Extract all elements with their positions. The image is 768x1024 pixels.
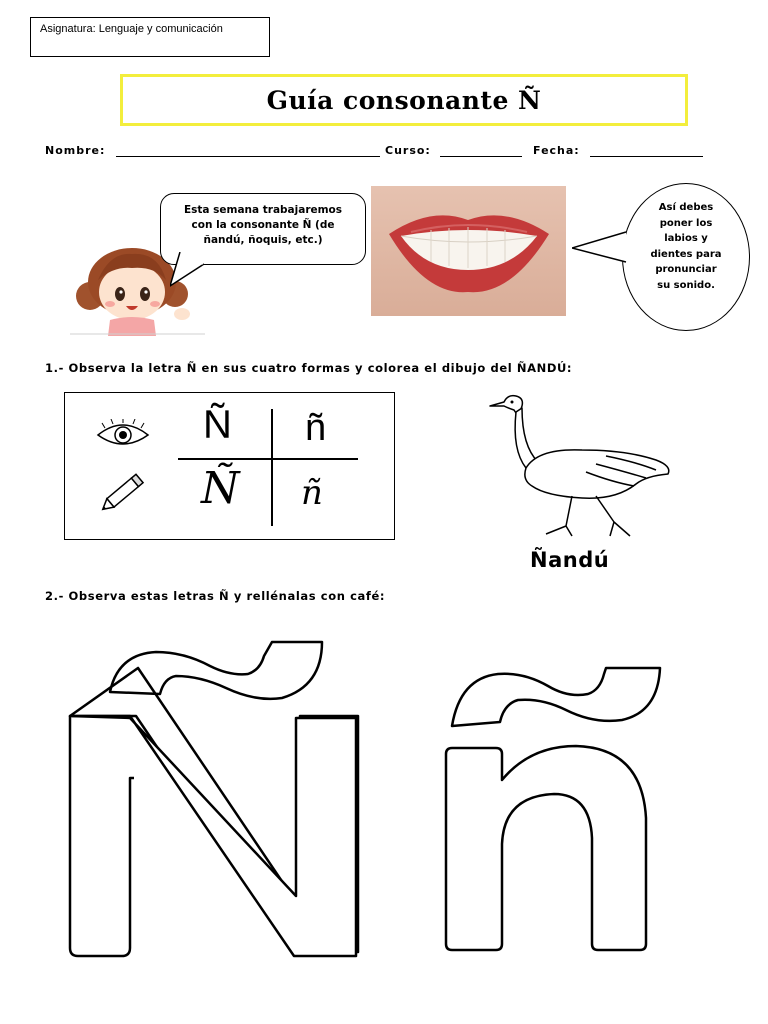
nandu-label: Ñandú (530, 548, 610, 572)
print-uppercase-letter: Ñ (203, 403, 232, 447)
bubble-left-line-3: ñandú, ñoquis, etc.) (203, 234, 323, 246)
name-line[interactable] (116, 156, 380, 157)
outline-lowercase-letter[interactable] (438, 662, 678, 958)
bubble-left-line-1: Esta semana trabajaremos (183, 204, 343, 216)
date-line[interactable] (590, 156, 703, 157)
page-title: Guía consonante Ñ (266, 85, 542, 115)
name-label: Nombre: (45, 144, 106, 157)
bubble-right-line-1: Así debes (658, 202, 714, 213)
subject-box (30, 17, 270, 57)
outline-uppercase-letter[interactable] (60, 630, 370, 960)
bubble-right-line-6: su sonido. (657, 279, 715, 291)
bubble-tail-right (572, 228, 628, 268)
script-uppercase-letter: Ñ (201, 463, 240, 514)
activity-2-instruction: 2.- Observa estas letras Ñ y rellénalas con café: (45, 589, 386, 603)
lips-photo (371, 186, 566, 316)
activity-1-instruction: 1.- Observa la letra Ñ en sus cuatro formas y colorea el dibujo del ÑANDÚ: (45, 361, 573, 375)
subject-label: Asignatura: Lenguaje y comunicación (40, 23, 223, 35)
course-label: Curso: (385, 144, 431, 157)
date-label: Fecha: (533, 144, 580, 157)
speech-bubble-right (622, 183, 750, 331)
bubble-right-line-5: pronunciar (655, 264, 717, 275)
bubble-tail-left (170, 252, 220, 292)
bubble-right-line-3: labios y (664, 233, 708, 244)
nandu-drawing (486, 390, 676, 540)
course-line[interactable] (440, 156, 522, 157)
grid-horizontal-line (178, 458, 358, 460)
grid-vertical-line (271, 409, 273, 526)
bubble-left-line-2: con la consonante Ñ (de (191, 219, 335, 231)
title-box (120, 74, 688, 126)
bubble-right-line-2: poner los (659, 217, 713, 229)
pencil-icon (97, 471, 149, 515)
script-lowercase-letter: ñ (301, 473, 323, 513)
letter-forms-box (64, 392, 395, 540)
print-lowercase-letter: ñ (305, 407, 327, 449)
eye-icon (95, 419, 151, 449)
bubble-right-line-4: dientes para (650, 248, 722, 260)
